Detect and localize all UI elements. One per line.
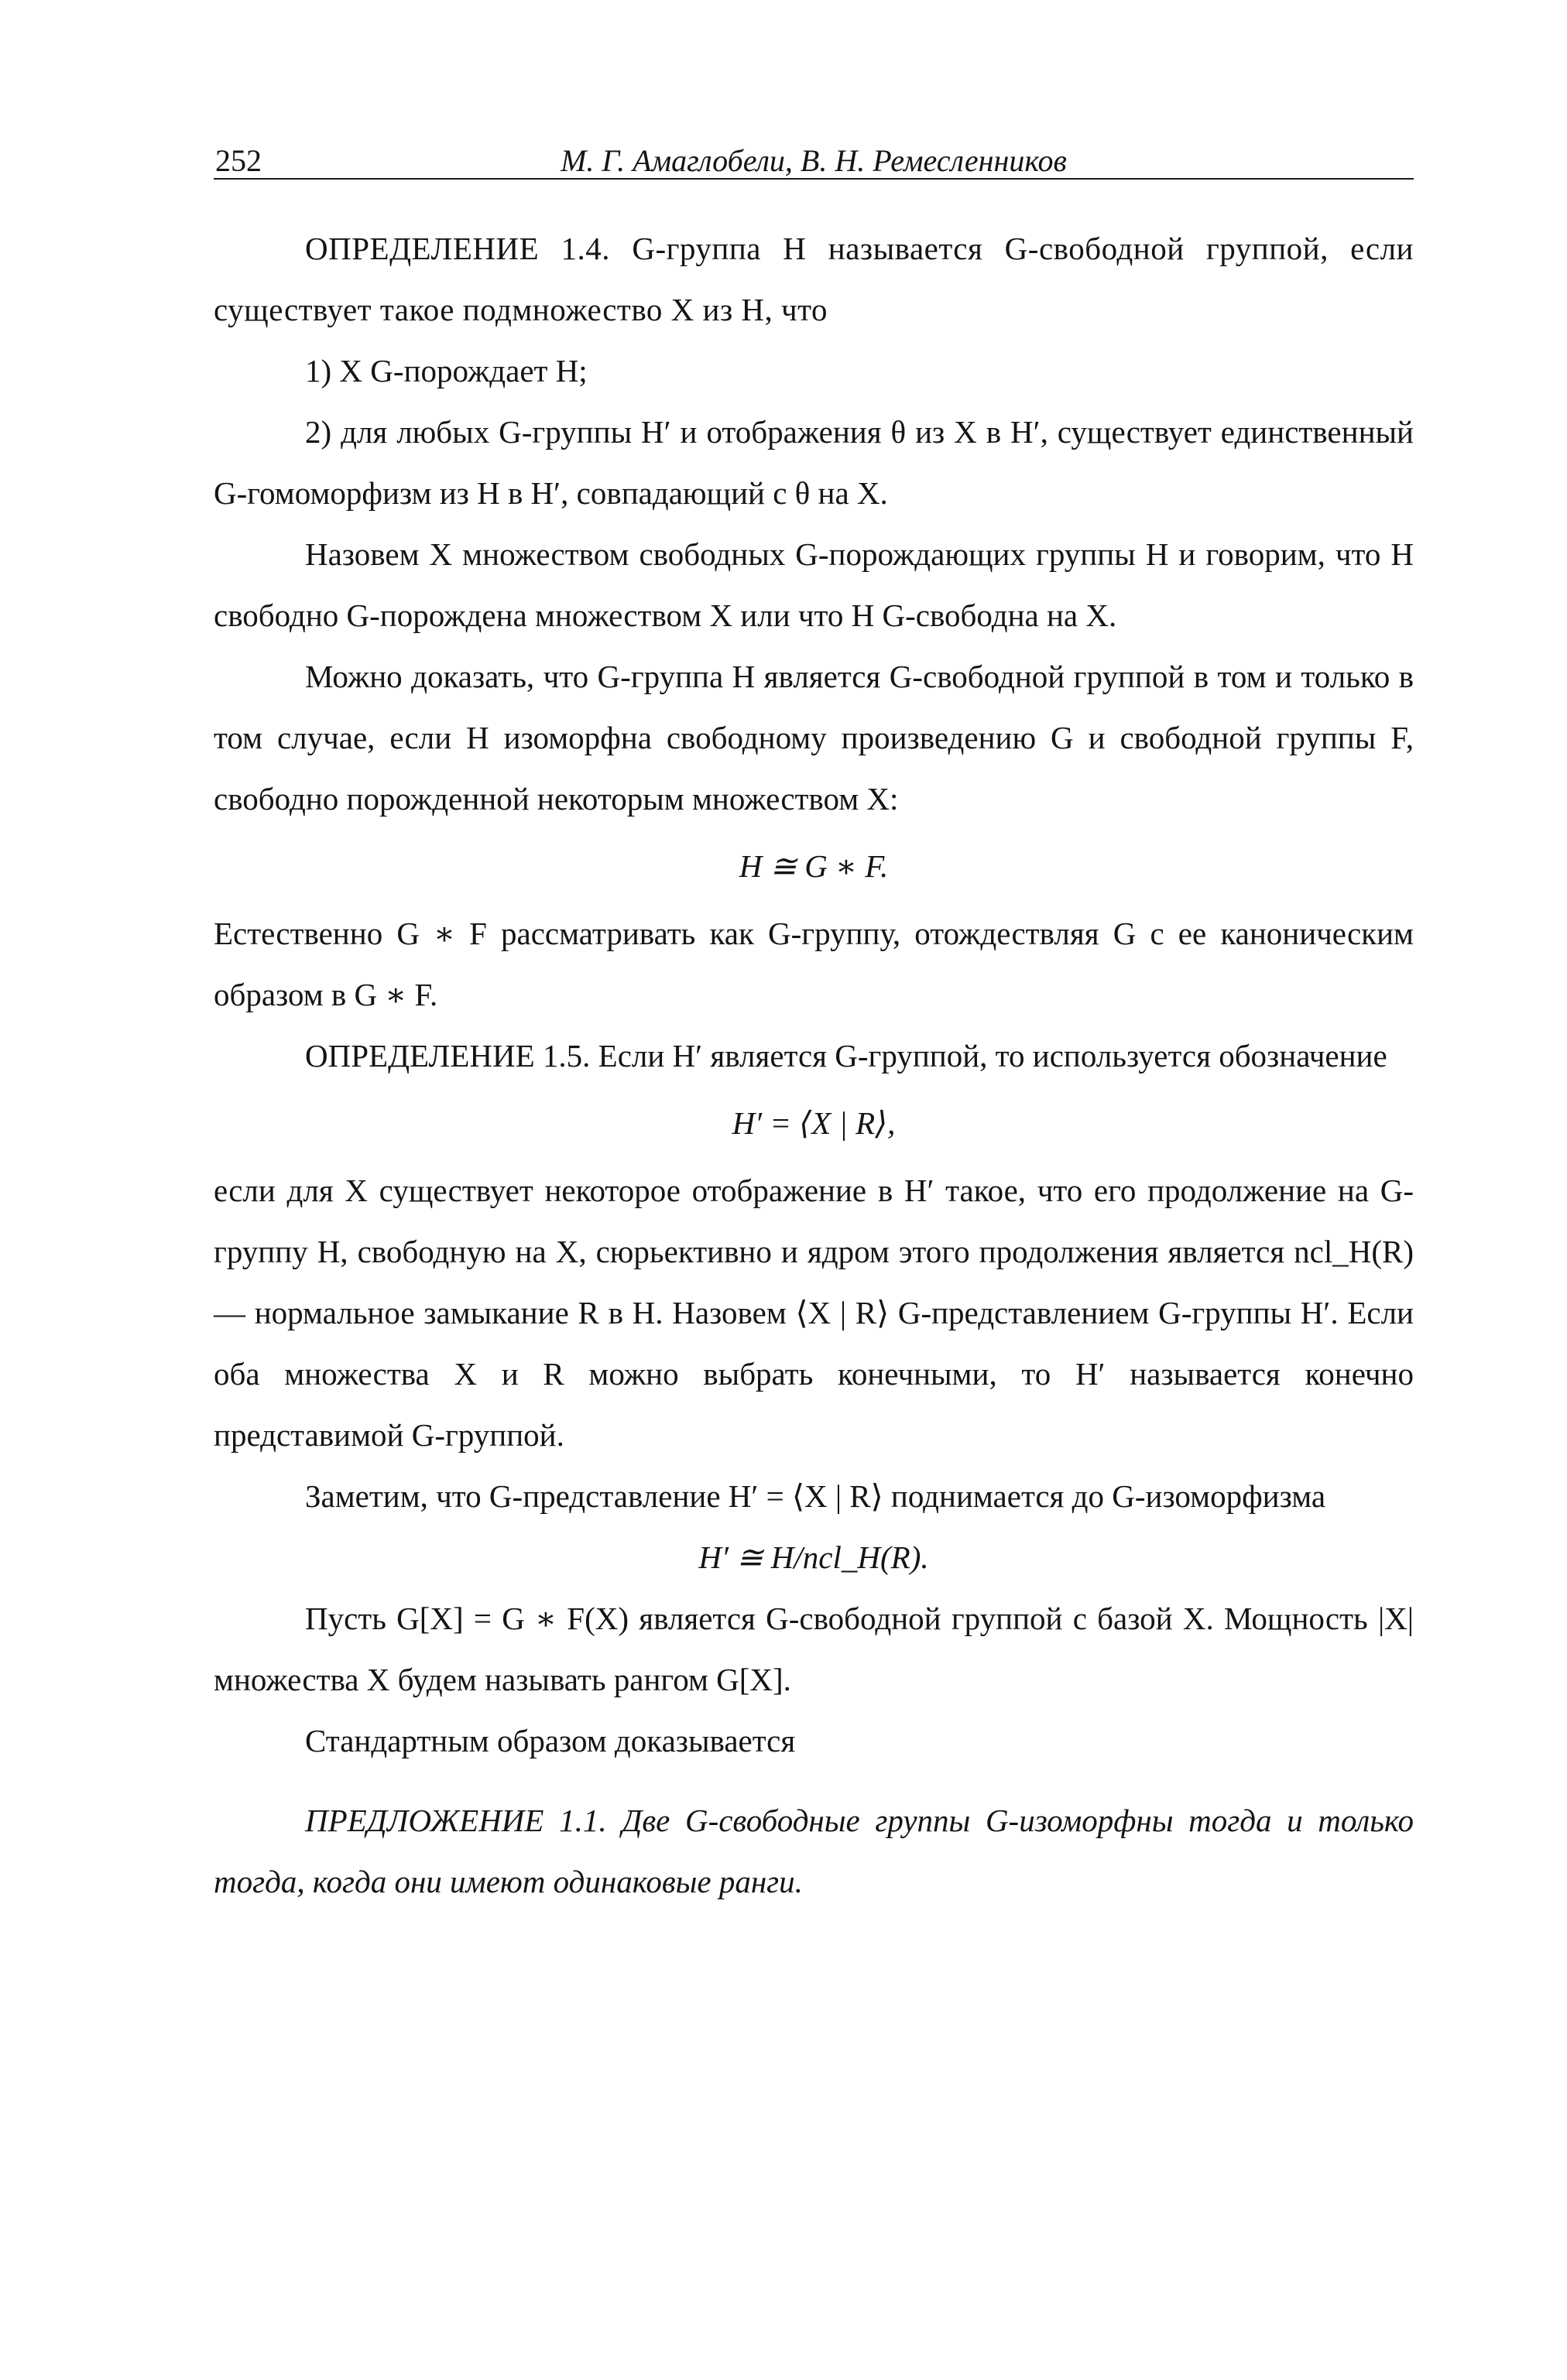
proposition-1-1: ПРЕДЛОЖЕНИЕ 1.1. Две G-свободные группы G-изоморфны тогда и только тогда, когда они имеют одинаковые ранги. <box>214 1803 1414 1899</box>
paragraph-free-generators: Назовем X множеством свободных G-порождающих группы H и говорим, что H свободно G-порождена множеством X или что H G-свободна на X. <box>214 536 1414 633</box>
formula-h-iso-g-star-f: H ≅ G ∗ F. <box>739 848 889 884</box>
definition-1-4-item-2: 2) для любых G-группы H′ и отображения θ из X в H′, существует единственный G-гомоморфизм из H в H′, совпадающий с θ на X. <box>214 414 1414 511</box>
definition-1-4-item-1: 1) X G-порождает H; <box>305 353 588 389</box>
running-head-authors: М. Г. Амаглобели, В. Н. Ремесленников <box>561 143 1067 178</box>
main-text <box>214 218 1414 1913</box>
paragraph-lift-isomorphism: Заметим, что G-представление H′ = ⟨X | R⟩ поднимается до G-изоморфизма <box>305 1478 1326 1514</box>
paragraph-standard-proof: Стандартным образом доказывается <box>305 1723 796 1758</box>
paragraph-free-product: Можно доказать, что G-группа H является G-свободной группой в том и только в том случае, если H изоморфна свободному произведению G и свободной группы F, свободно порожденной некоторым множеством X: <box>214 659 1414 817</box>
paragraph-presentation-definition: если для X существует некоторое отображение в H′ такое, что его продолжение на G-группу H, свободную на X, сюрьективно и ядром этого продолжения является ncl_H(R) — нормальное замыкание R в H. Назовем ⟨X | R⟩ G-представлением G-группы H′. Если оба множества X и R можно выбрать конечными, то H′ называется конечно представимой G-группой. <box>214 1173 1414 1453</box>
page <box>214 116 1414 1913</box>
page-number: 252 <box>215 143 262 178</box>
formula-presentation: H′ = ⟨X | R⟩, <box>732 1105 896 1141</box>
running-head <box>214 116 1414 180</box>
definition-1-4: ОПРЕДЕЛЕНИЕ 1.4. G-группа H называется G-свободной группой, если существует такое подмножество X из H, что <box>214 231 1414 327</box>
paragraph-canonical-image: Естественно G ∗ F рассматривать как G-группу, отождествляя G с ее каноническим образом в G ∗ F. <box>214 916 1414 1012</box>
formula-quotient: H′ ≅ H/ncl_H(R). <box>698 1539 929 1575</box>
paragraph-rank: Пусть G[X] = G ∗ F(X) является G-свободной группой с базой X. Мощность |X| множества X будем называть рангом G[X]. <box>214 1601 1414 1697</box>
definition-1-5: ОПРЕДЕЛЕНИЕ 1.5. Если H′ является G-группой, то используется обозначение <box>305 1038 1387 1074</box>
